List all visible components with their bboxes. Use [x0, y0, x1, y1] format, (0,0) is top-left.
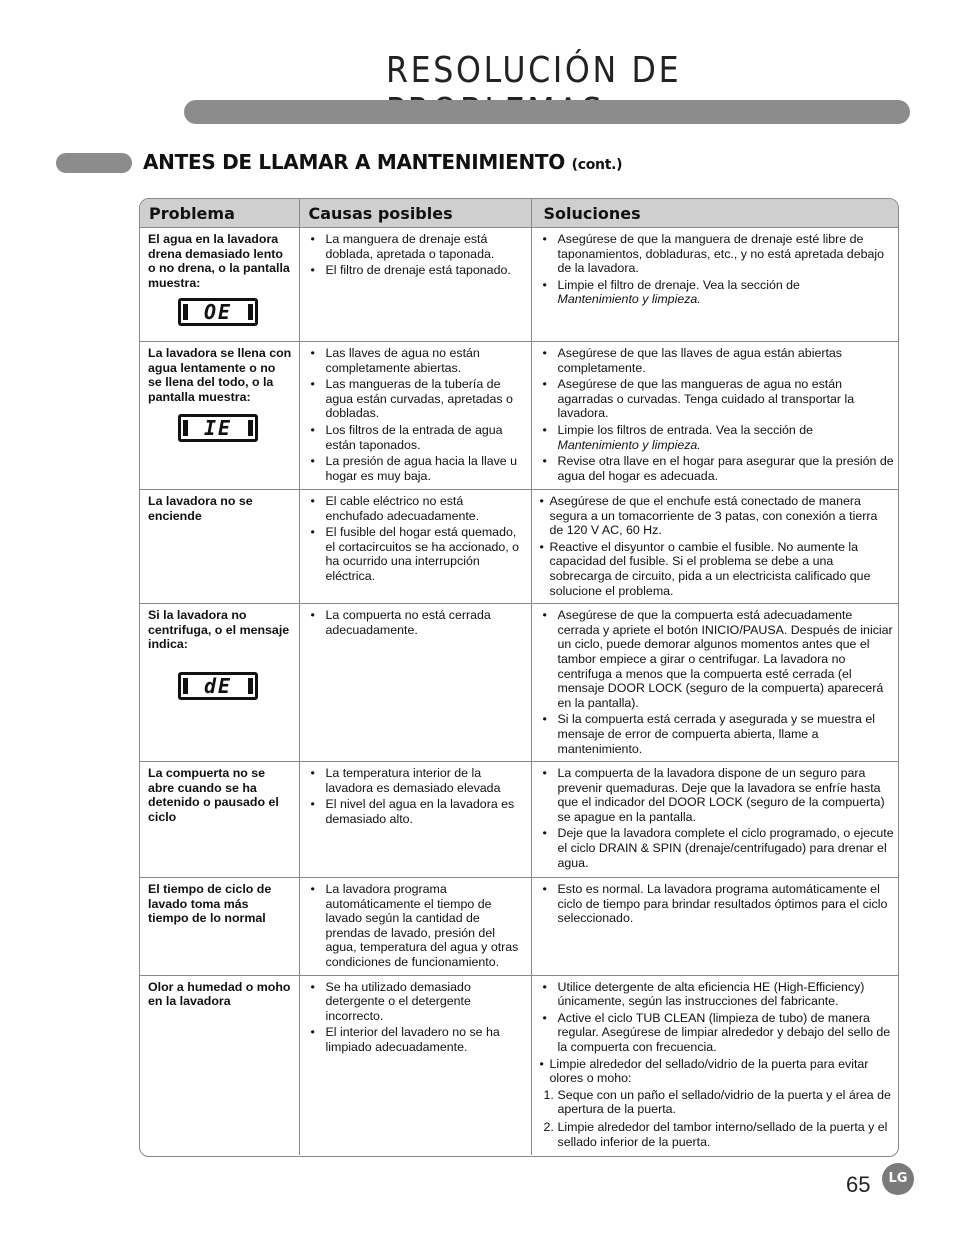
cause-item: • El filtro de drenaje está taponado. [308, 263, 525, 278]
solution-step: 1. Seque con un paño el sellado/vidrio de la puerta y el área de apertura de la puerta. [543, 1087, 891, 1117]
column-header-causes: Causas posibles [299, 199, 531, 228]
solution-step: 2. Limpie alrededor del tambor interno/sellado de la puerta y el sellado inferior de la puerta. [543, 1120, 888, 1149]
cause-item: • Los filtros de la entrada de agua están taponados. [308, 423, 525, 452]
solution-item: • Asegúrese de que las llaves de agua están abiertas completamente. [540, 346, 895, 375]
table-row [140, 490, 899, 604]
problem-text: La lavadora se llena con agua lentamente o no se llena del todo, o la pantalla muestra: [148, 346, 292, 404]
solution-item: • Asegúrese de que la compuerta está adecuadamente cerrada y apriete el botón INICIO/PAUSA. Después de iniciar un ciclo, puede demorar algunos momentos antes que el tambor empiece a girar o centrifugar. La lavadora no centrifuga a menos que la compuerta esté cerrada (el mensaje DOOR LOCK (seguro de la compuerta) aparecerá en la pantalla). [540, 608, 895, 710]
solution-item: • Asegúrese de que la manguera de drenaje esté libre de taponamientos, dobladuras, etc., y no está apretada debajo de la lavadora. [540, 232, 895, 276]
problem-text: Si la lavadora no centrifuga, o el mensaje indica: [148, 608, 290, 652]
problem-text: Olor a humedad o moho en la lavadora [140, 975, 299, 1155]
table-row [140, 342, 899, 490]
solution-item: • Asegúrese de que las mangueras de agua no están agarradas o curvadas. Tenga cuidado al transportar la lavadora. [540, 377, 895, 421]
cause-item: • El nivel del agua en la lavadora es demasiado alto. [308, 797, 525, 826]
title-bar [184, 100, 910, 124]
problem-text: El tiempo de ciclo de lavado toma más tiempo de lo normal [140, 878, 299, 976]
cause-item: • La temperatura interior de la lavadora es demasiado elevada [308, 766, 525, 795]
cause-item: • La lavadora programa automáticamente el tiempo de lavado según la cantidad de prendas de lavado, presión del agua, temperatura del agua y otras condiciones de funcionamiento. [308, 882, 525, 970]
cause-item: • Las mangueras de la tubería de agua están curvadas, apretadas o dobladas. [308, 377, 525, 421]
solution-item: • Active el ciclo TUB CLEAN (limpieza de tubo) de manera regular. Asegúrese de limpiar alrededor y debajo del sello de la compuerta con frecuencia. [540, 1011, 895, 1055]
problem-text: El agua en la lavadora drena demasiado lento o no drena, o la pantalla muestra: [148, 232, 290, 290]
table-row [140, 878, 899, 976]
column-header-solutions: Soluciones [531, 199, 899, 228]
page-number: 65 [846, 1172, 871, 1197]
table-row [140, 604, 899, 762]
solution-item: • Deje que la lavadora complete el ciclo programado, o ejecute el ciclo DRAIN & SPIN (drenaje/centrifugado) para drenar el agua. [540, 826, 895, 870]
solution-item: • Utilice detergente de alta eficiencia HE (High-Efficiency) únicamente, según las instrucciones del fabricante. [540, 980, 895, 1009]
cause-item: • Las llaves de agua no están completamente abiertas. [308, 346, 525, 375]
lg-logo-icon: LG [882, 1163, 914, 1195]
solution-item: • Esto es normal. La lavadora programa automáticamente el ciclo de tiempo para brindar resultados óptimos para el ciclo seleccionado. [540, 882, 895, 926]
display-code: IE [203, 416, 233, 441]
problem-text: La lavadora no se enciende [140, 490, 299, 604]
solution-item: • Limpie el filtro de drenaje. Vea la sección de Mantenimiento y limpieza. [540, 278, 895, 307]
cause-item: • La compuerta no está cerrada adecuadamente. [308, 608, 525, 637]
troubleshooting-table [139, 198, 899, 1157]
manual-section-ref: Mantenimiento y limpieza. [557, 437, 701, 452]
solution-item: • Limpie alrededor del sellado/vidrio de la puerta para evitar olores o moho: [540, 1057, 895, 1086]
section-marker [56, 153, 132, 173]
page-title: RESOLUCIÓN DE [386, 50, 682, 91]
section-heading [143, 150, 622, 174]
error-display [178, 672, 258, 700]
column-header-problem: Problema [140, 199, 299, 228]
problem-text: La compuerta no se abre cuando se ha detenido o pausado el ciclo [140, 762, 299, 878]
solution-item: • Reactive el disyuntor o cambie el fusible. No aumente la capacidad del fusible. Si el problema se debe a una sobrecarga de circuito, pida a un electricista calificado que solucione el problema. [540, 540, 895, 598]
cause-item: • El cable eléctrico no está enchufado adecuadamente. [308, 494, 525, 523]
error-display [178, 414, 258, 442]
section-title: ANTES DE LLAMAR A MANTENIMIENTO [143, 150, 565, 174]
solution-item: • Si la compuerta está cerrada y asegurada y se muestra el mensaje de error de compuerta abierta, llame a mantenimiento. [540, 712, 895, 756]
cause-item: • La manguera de drenaje está doblada, apretada o taponada. [308, 232, 525, 261]
solution-item: • Revise otra llave en el hogar para asegurar que la presión de agua del hogar es adecuada. [540, 454, 895, 483]
section-suffix: (cont.) [571, 157, 623, 173]
display-code: OE [203, 300, 233, 325]
cause-item: • El interior del lavadero no se ha limpiado adecuadamente. [308, 1025, 525, 1054]
solution-item: • Limpie los filtros de entrada. Vea la sección de Mantenimiento y limpieza. [540, 423, 895, 452]
cause-item: • Se ha utilizado demasiado detergente o el detergente incorrecto. [308, 980, 525, 1024]
table-row [140, 975, 899, 1155]
table-row [140, 228, 899, 342]
table-row [140, 762, 899, 878]
cause-item: • La presión de agua hacia la llave u hogar es muy baja. [308, 454, 525, 483]
solution-item: • La compuerta de la lavadora dispone de un seguro para prevenir quemaduras. Deje que la lavadora se enfríe hasta que el indicador del DOOR LOCK (seguro de la compuerta) se apague en la pantalla. [540, 766, 895, 824]
manual-section-ref: Mantenimiento y limpieza. [557, 292, 701, 307]
solution-item: • Asegúrese de que el enchufe está conectado de manera segura a un tomacorriente de 3 patas, con conexión a tierra de 120 V AC, 60 Hz. [540, 494, 895, 538]
cause-item: • El fusible del hogar está quemado, el cortacircuitos se ha accionado, o ha ocurrido una interrupción eléctrica. [308, 525, 525, 583]
display-code: dE [203, 673, 233, 698]
error-display [178, 298, 258, 326]
